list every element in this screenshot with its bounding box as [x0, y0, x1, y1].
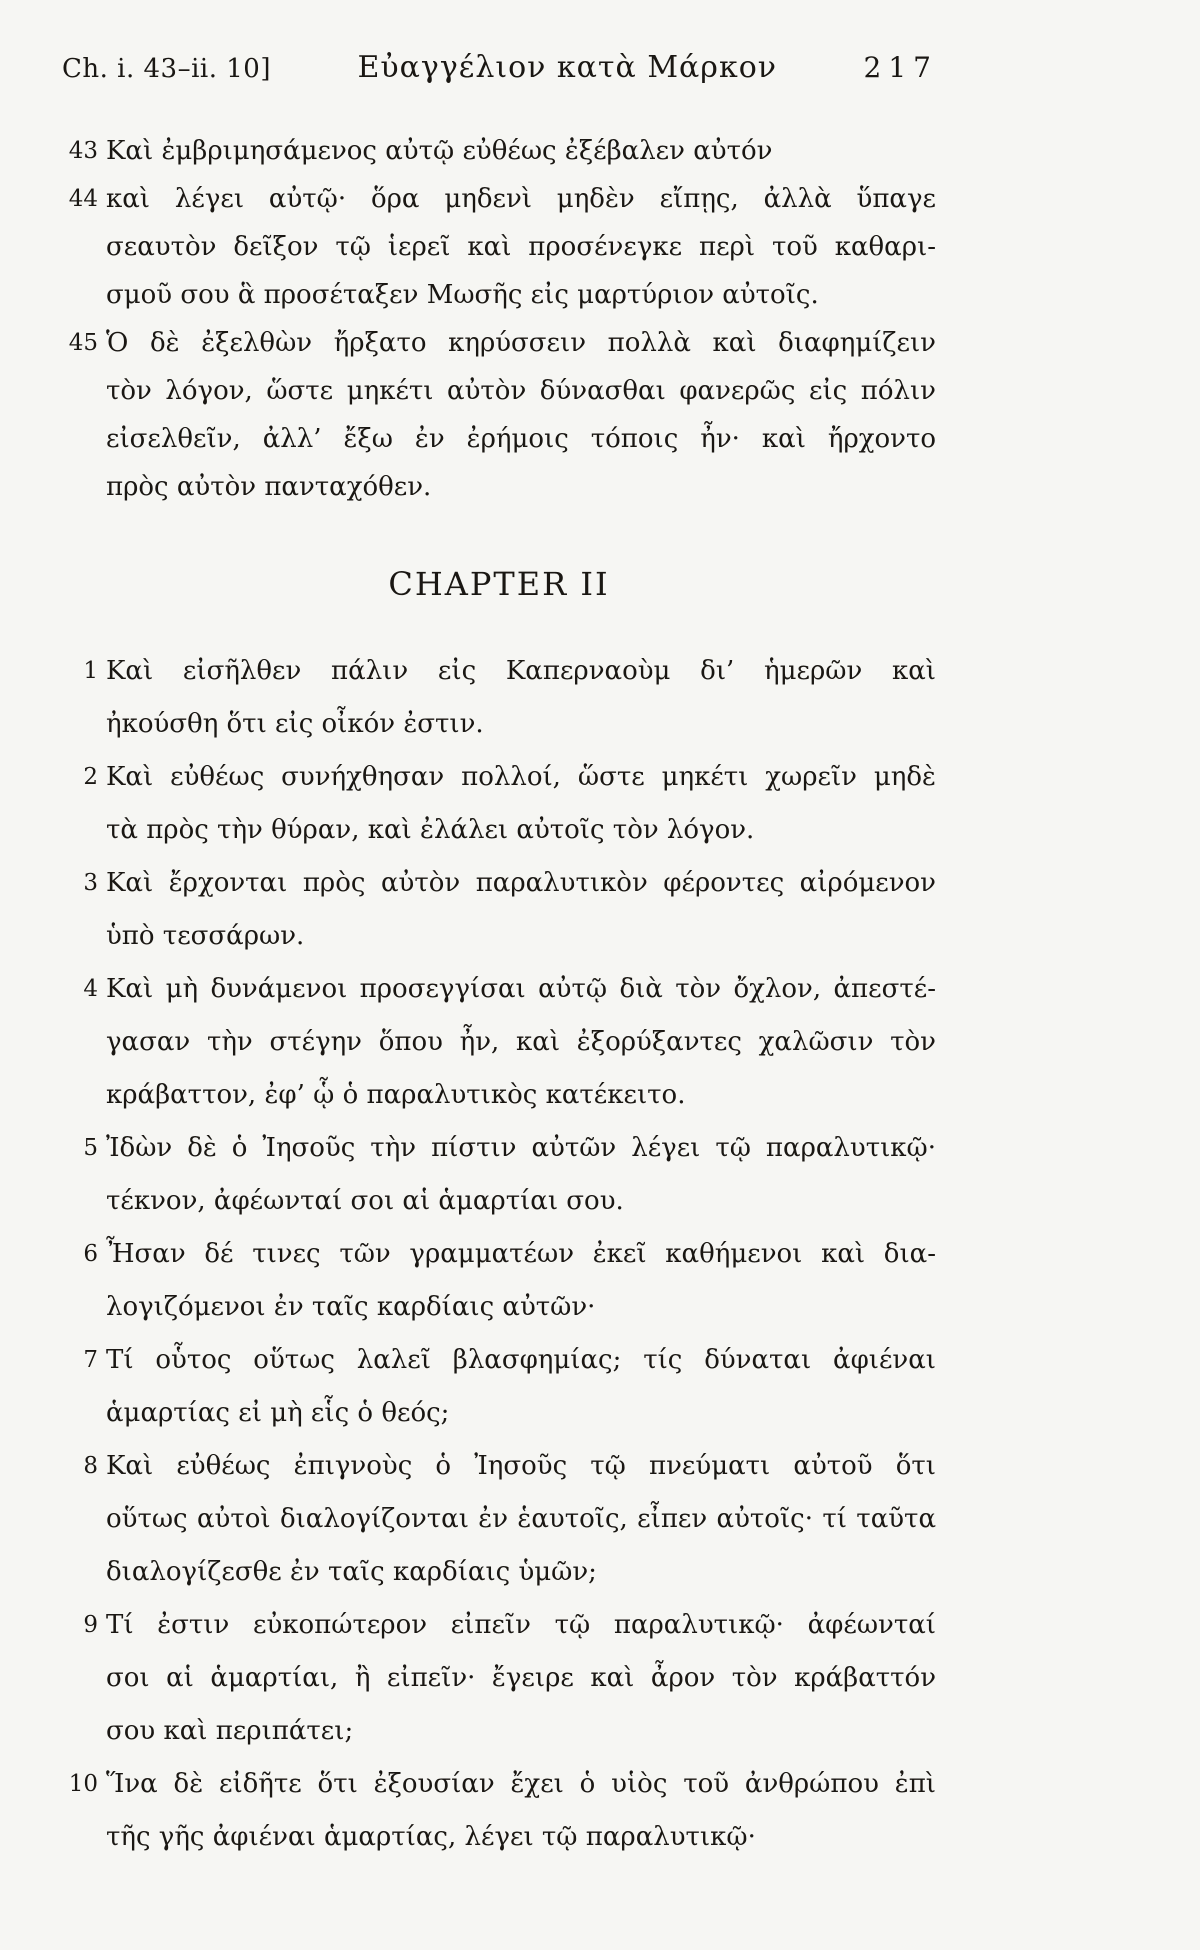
chapter-reference: Ch. i. 43–ii. 10]: [62, 54, 271, 84]
verse-line: Καὶ ἐμβριμησάμενος αὐτῷ εὐθέως ἐξέβαλεν αὐτόν: [106, 136, 773, 166]
verse: [68, 127, 936, 175]
verse-number: 8: [83, 1453, 98, 1479]
verse-number: 10: [68, 1771, 98, 1797]
verse-line: σμοῦ σου ἃ προσέταξεν Μωσῆς εἰς μαρτύριον αὐτοῖς.: [106, 280, 819, 310]
verse-line: οὕτως αὐτοὶ διαλογίζονται ἐν ἑαυτοῖς, εἶπεν αὐτοῖς· τί ταῦτα: [106, 1504, 936, 1534]
verse-number: 43: [68, 138, 98, 164]
verse-number: 4: [83, 976, 98, 1002]
verse-number: 5: [83, 1135, 98, 1161]
verse-line: Καὶ εὐθέως ἐπιγνοὺς ὁ Ἰησοῦς τῷ πνεύματι αὐτοῦ ὅτι: [106, 1451, 936, 1481]
verse: [83, 1440, 936, 1599]
verse-lines: [106, 857, 936, 963]
verse-lines: [106, 1599, 936, 1758]
verse: [83, 751, 936, 857]
verse-lines: [106, 1122, 936, 1228]
verse-line: πρὸς αὐτὸν πανταχόθεν.: [106, 472, 432, 502]
running-header: [62, 50, 938, 85]
verse: [83, 1122, 936, 1228]
verse-line: γασαν τὴν στέγην ὅπου ἦν, καὶ ἐξορύξαντες χαλῶσιν τὸν: [106, 1027, 936, 1057]
verse-lines: [106, 319, 936, 511]
verse-lines: [106, 175, 936, 319]
text-body: [62, 127, 936, 1864]
verse-line: τὸν λόγον, ὥστε μηκέτι αὐτὸν δύνασθαι φανερῶς εἰς πόλιν: [106, 376, 936, 406]
verse: [83, 1228, 936, 1334]
verse-line: Τί ἐστιν εὐκοπώτερον εἰπεῖν τῷ παραλυτικῷ· ἀφέωνταί: [106, 1610, 936, 1640]
verse-line: σου καὶ περιπάτει;: [106, 1716, 354, 1746]
verse-number: 44: [68, 186, 98, 212]
verse: [83, 963, 936, 1122]
verse-line: Ἰδὼν δὲ ὁ Ἰησοῦς τὴν πίστιν αὐτῶν λέγει τῷ παραλυτικῷ·: [106, 1133, 936, 1163]
chapter-heading: CHAPTER II: [388, 565, 610, 603]
verse: [68, 175, 936, 319]
verse-line: τὰ πρὸς τὴν θύραν, καὶ ἐλάλει αὐτοῖς τὸν λόγον.: [106, 815, 755, 845]
verse: [83, 1599, 936, 1758]
verse-lines: [106, 127, 936, 175]
verse-line: σεαυτὸν δεῖξον τῷ ἱερεῖ καὶ προσένεγκε περὶ τοῦ καθαρι-: [106, 232, 936, 262]
verse-line: λογιζόμενοι ἐν ταῖς καρδίαις αὐτῶν·: [106, 1292, 596, 1322]
verse-line: διαλογίζεσθε ἐν ταῖς καρδίαις ὑμῶν;: [106, 1557, 597, 1587]
verse-number: 2: [83, 764, 98, 790]
verse-lines: [106, 751, 936, 857]
verse-line: Καὶ εἰσῆλθεν πάλιν εἰς Καπερναοὺμ δι’ ἡμερῶν καὶ: [106, 656, 936, 686]
verse-line: κράβαττον, ἐφ’ ᾧ ὁ παραλυτικὸς κατέκειτο.: [106, 1080, 686, 1110]
verse-lines: [106, 1228, 936, 1334]
verse-line: Καὶ εὐθέως συνήχθησαν πολλοί, ὥστε μηκέτι χωρεῖν μηδὲ: [106, 762, 936, 792]
section-chapter-2: [68, 645, 936, 1864]
verse: [83, 857, 936, 963]
verse-line: ἁμαρτίας εἰ μὴ εἷς ὁ θεός;: [106, 1398, 450, 1428]
verse: [83, 1334, 936, 1440]
verse-number: 9: [83, 1612, 98, 1638]
verse-lines: [106, 1334, 936, 1440]
verse-lines: [106, 1440, 936, 1599]
verse: [68, 1758, 936, 1864]
verse-line: Καὶ μὴ δυνάμενοι προσεγγίσαι αὐτῷ διὰ τὸν ὄχλον, ἀπεστέ-: [106, 974, 936, 1004]
verse-lines: [106, 963, 936, 1122]
verse-lines: [106, 1758, 936, 1864]
verse-line: ἠκούσθη ὅτι εἰς οἶκόν ἐστιν.: [106, 709, 484, 739]
verse-line: σοι αἱ ἁμαρτίαι, ἢ εἰπεῖν· ἔγειρε καὶ ἆρον τὸν κράβαττόν: [106, 1663, 936, 1693]
verse-line: Καὶ ἔρχονται πρὸς αὐτὸν παραλυτικὸν φέροντες αἰρόμενον: [106, 868, 936, 898]
section-chapter-1-end: [68, 127, 936, 511]
page-number: 217: [863, 51, 938, 84]
verse: [83, 645, 936, 751]
verse-line: τῆς γῆς ἀφιέναι ἁμαρτίας, λέγει τῷ παραλυτικῷ·: [106, 1822, 756, 1852]
verse-lines: [106, 645, 936, 751]
verse-number: 3: [83, 870, 98, 896]
verse-line: Ἵνα δὲ εἰδῆτε ὅτι ἐξουσίαν ἔχει ὁ υἱὸς τοῦ ἀνθρώπου ἐπὶ: [106, 1769, 936, 1799]
verse-line: Ἦσαν δέ τινες τῶν γραμματέων ἐκεῖ καθήμενοι καὶ δια-: [106, 1239, 936, 1269]
verse: [68, 319, 936, 511]
verse-line: Ὁ δὲ ἐξελθὼν ἤρξατο κηρύσσειν πολλὰ καὶ διαφημίζειν: [106, 328, 936, 358]
verse-line: καὶ λέγει αὐτῷ· ὅρα μηδενὶ μηδὲν εἴπῃς, ἀλλὰ ὕπαγε: [106, 184, 936, 214]
verse-number: 7: [83, 1347, 98, 1373]
verse-line: τέκνον, ἀφέωνταί σοι αἱ ἁμαρτίαι σου.: [106, 1186, 624, 1216]
verse-line: ὑπὸ τεσσάρων.: [106, 921, 305, 951]
verse-line: εἰσελθεῖν, ἀλλ’ ἔξω ἐν ἐρήμοις τόποις ἦν· καὶ ἤρχοντο: [106, 424, 936, 454]
verse-line: Τί οὗτος οὕτως λαλεῖ βλασφημίας; τίς δύναται ἀφιέναι: [106, 1345, 936, 1375]
verse-number: 6: [83, 1241, 98, 1267]
page-title: Εὐαγγέλιον κατὰ Μάρκον: [357, 50, 777, 85]
verse-number: 1: [83, 658, 98, 684]
verse-number: 45: [68, 330, 98, 356]
